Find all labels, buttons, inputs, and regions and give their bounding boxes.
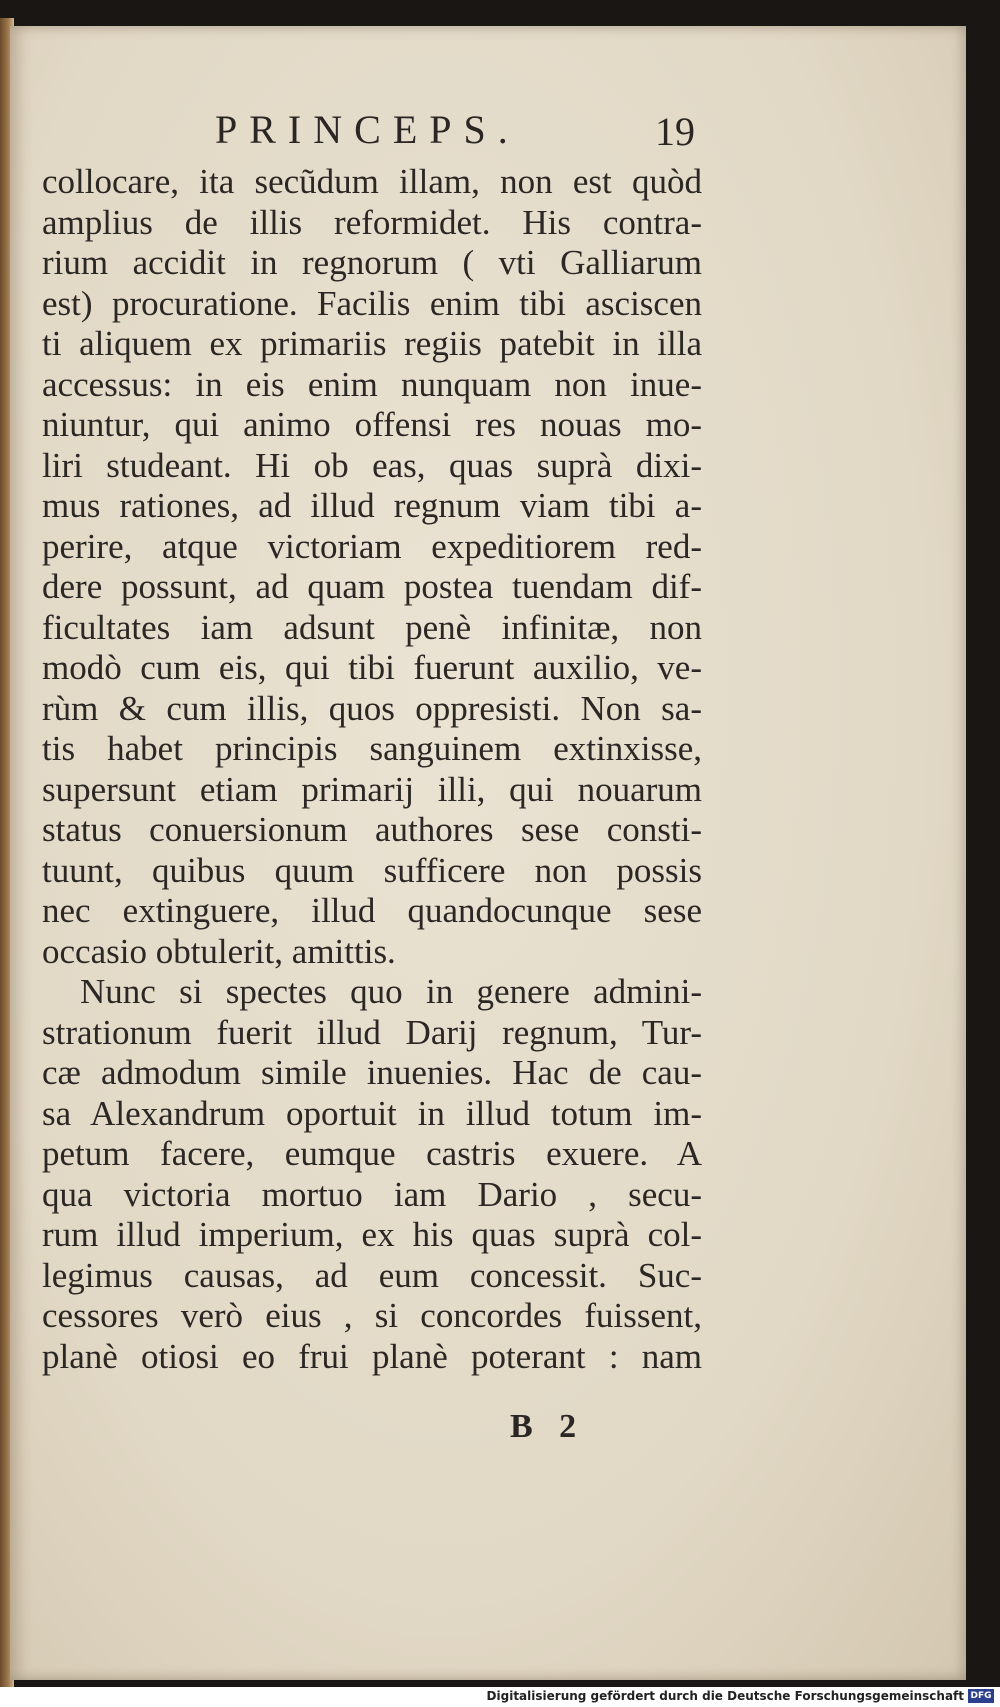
- text-line: cessores verò eius , si concordes fuissent,: [42, 1296, 702, 1335]
- text-line: rum illud imperium, ex his quas suprà col-: [42, 1215, 702, 1254]
- text-line: Nunc si spectes quo in genere admini-: [80, 972, 702, 1011]
- text-line: qua victoria mortuo iam Dario , secu-: [42, 1174, 702, 1214]
- text-line: planè otiosi eo frui planè poterant : nam: [42, 1336, 702, 1376]
- page-body-text: [42, 162, 702, 1377]
- text-line: est) procuratione. Facilis enim tibi asciscen: [42, 283, 702, 323]
- funding-credit: Digitalisierung gefördert durch die Deutsche Forschungsgemeinschaft: [486, 1689, 964, 1703]
- running-head: PRINCEPS.: [215, 107, 520, 152]
- text-line: perire, atque victoriam expeditiorem red-: [42, 526, 702, 566]
- signature-mark: B 2: [510, 1408, 577, 1445]
- text-line: tis habet principis sanguinem extinxisse,: [42, 729, 702, 768]
- text-line: mus rationes, ad illud regnum viam tibi a-: [42, 486, 702, 525]
- text-line: occasio obtulerit, amittis.: [42, 931, 396, 971]
- text-line: liri studeant. Hi ob eas, quas suprà dixi-: [42, 445, 702, 485]
- text-line: status conuersionum authores sese consti-: [42, 810, 702, 849]
- text-line: strationum fuerit illud Darij regnum, Tur-: [42, 1012, 702, 1052]
- text-line: modò cum eis, qui tibi fuerunt auxilio, ve-: [42, 648, 702, 687]
- text-line: rium accidit in regnorum ( vti Galliarum: [42, 243, 702, 282]
- text-line: dere possunt, ad quam postea tuendam dif-: [42, 567, 702, 606]
- dfg-logo: DFG: [968, 1689, 994, 1703]
- text-line: tuunt, quibus quum sufficere non possis: [42, 850, 702, 890]
- text-line: accessus: in eis enim nunquam non inue-: [42, 364, 702, 404]
- text-line: sa Alexandrum oportuit in illud totum im-: [42, 1093, 702, 1133]
- text-line: supersunt etiam primarij illi, qui nouarum: [42, 769, 702, 809]
- text-line: ti aliquem ex primariis regiis patebit in illa: [42, 324, 702, 363]
- page-number: 19: [655, 109, 695, 154]
- text-line: collocare, ita secũdum illam, non est quòd: [42, 162, 702, 201]
- text-line: amplius de illis reformidet. His contra-: [42, 202, 702, 242]
- digitization-footer: [0, 1687, 1000, 1707]
- text-line: ficultates iam adsunt penè infinitæ, non: [42, 607, 702, 647]
- text-line: legimus causas, ad eum concessit. Suc-: [42, 1255, 702, 1295]
- text-line: nec extinguere, illud quandocunque sese: [42, 891, 702, 930]
- text-line: niuntur, qui animo offensi res nouas mo-: [42, 405, 702, 444]
- text-line: rùm & cum illis, quos oppresisti. Non sa-: [42, 688, 702, 728]
- text-line: cæ admodum simile inuenies. Hac de cau-: [42, 1053, 702, 1092]
- text-line: petum facere, eumque castris exuere. A: [42, 1134, 702, 1173]
